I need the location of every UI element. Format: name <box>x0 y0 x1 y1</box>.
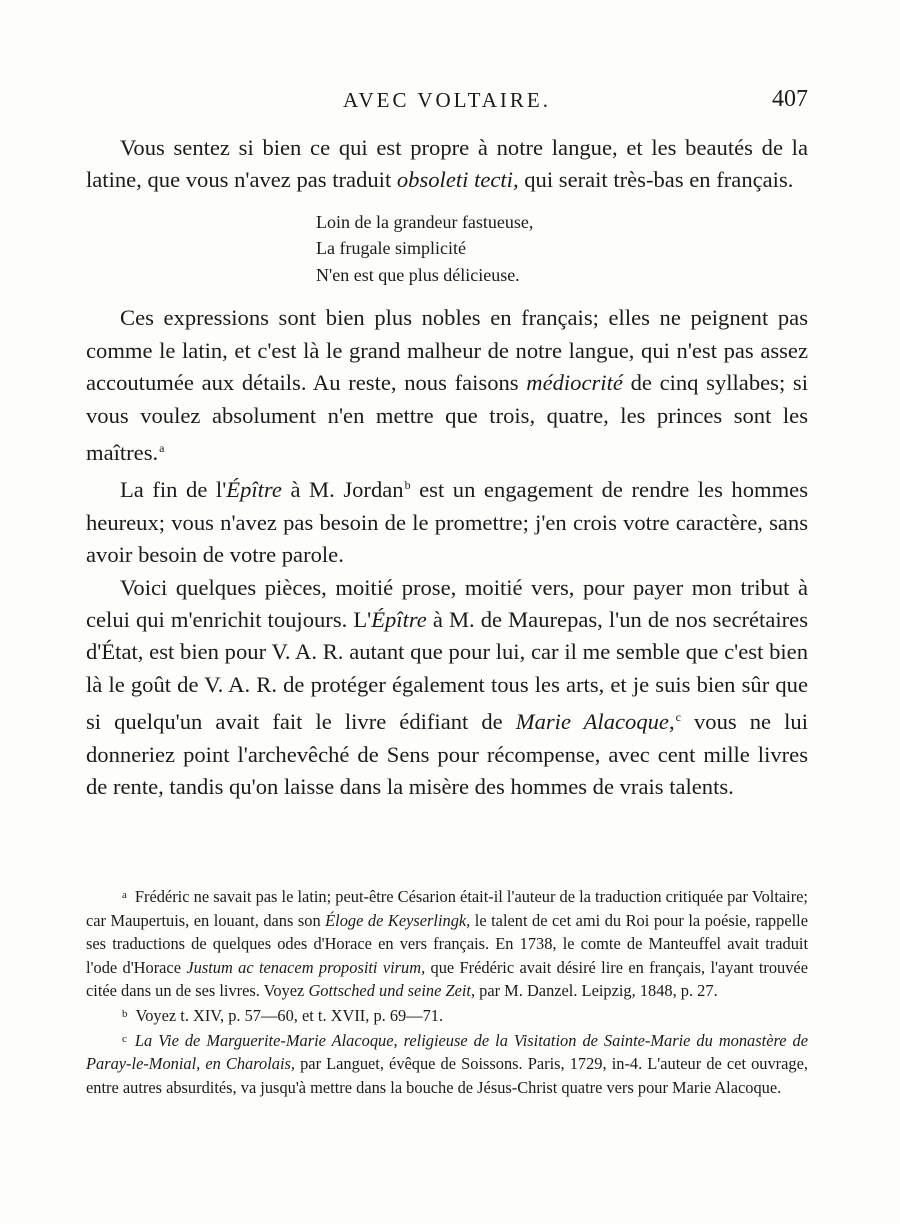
text-run: La fin de l' <box>120 477 227 503</box>
text-run: Ces expressions sont bien plus nobles en français; elles ne peignent pas comme le latin, et c'est là le grand malheur de notre langue, qui n'est pas assez accoutumée aux détails. Au reste, nous faisons <box>86 305 808 396</box>
footnote-b <box>86 1003 808 1028</box>
footnote-mark: c <box>122 1032 127 1045</box>
text-run: Frédéric ne savait pas le latin; peut-être Césarion était-il l'auteur de la traduction critiquée par Voltaire; car Maupertuis, en louant, dans son <box>86 887 808 930</box>
footnote-ref-b[interactable]: b <box>404 478 411 493</box>
emphasis: Gottsched und seine Zeit, <box>308 981 476 1001</box>
footnote-ref-c[interactable]: c <box>675 710 681 725</box>
running-title: AVEC VOLTAIRE. <box>343 88 551 112</box>
text-run: vous ne lui donneriez point l'archevêché de Sens pour récompense, avec cent mille livres de rente, tandis qu'on laisse dans la misère des hommes de vrais talents. <box>86 709 808 799</box>
text-run: Voici quelques pièces, moitié prose, moitié vers, pour payer mon tribut à celui qui m'enrichit toujours. L' <box>86 574 808 632</box>
text-run: que Frédéric avait désiré lire en français, l'ayant trouvée citée dans un de ses livres. Voyez <box>86 957 808 1001</box>
text-run: qui serait très-bas en français. <box>518 167 794 193</box>
emphasis: Éloge de Keyserlingk, <box>325 910 471 930</box>
footnote-a <box>86 884 808 1003</box>
page-number: 407 <box>772 86 808 112</box>
footnotes <box>86 884 808 1099</box>
paragraph-4 <box>86 572 808 804</box>
book-page <box>86 0 808 1224</box>
text-run: de cinq syllabes; si vous voulez absolument n'en mettre que trois, quatre, les princes sont les maîtres. <box>86 370 808 465</box>
text-run: est un engagement de rendre les hommes heureux; vous n'avez pas besoin de le promettre; j'en crois votre caractère, sans avoir besoin de votre parole. <box>86 477 808 568</box>
emphasis: La Vie de Marguerite-Marie Alacoque, religieuse de la Visitation de Sainte-Marie du monastère de Paray-le-Monial, en Charolais, <box>86 1030 808 1074</box>
book-title: Marie Alacoque <box>515 709 669 735</box>
footnote-mark: b <box>122 1007 128 1020</box>
verse-line-2: La frugale simplicité <box>316 238 466 259</box>
emphasis: Épître <box>226 477 282 503</box>
latin-quote: obsoleti tecti, <box>396 167 519 193</box>
running-head <box>86 88 808 118</box>
footnote-ref-a[interactable]: a <box>159 440 165 455</box>
emphasis: Épître <box>371 606 427 632</box>
verse-line-3: N'en est que plus délicieuse. <box>316 264 520 285</box>
emphasis: médiocrité <box>526 370 623 396</box>
verse-quotation <box>316 209 808 289</box>
main-text <box>86 132 808 803</box>
text-run: par Languet, évêque de Soissons. Paris, 1729, in-4. L'auteur de cet ouvrage, entre autres absurdités, va jusqu'à mettre dans la bouche de Jésus-Christ quatre vers pour Marie Alacoque. <box>86 1054 808 1097</box>
text-run: le talent de cet ami du Roi pour la poésie, rappelle ses traductions de quelques odes d'Horace en vers français. En 1738, le comte de Manteuffel avait traduit l'ode d'Horace <box>86 910 808 977</box>
text-run: Voyez t. XIV, p. 57—60, et t. XVII, p. 69—71. <box>135 1005 444 1025</box>
paragraph-2 <box>86 302 808 469</box>
emphasis: Justum ac tenacem propositi virum, <box>186 957 426 977</box>
verse-line-1: Loin de la grandeur fastueuse, <box>316 211 534 232</box>
footnote-c <box>86 1028 808 1100</box>
text-run: , <box>668 709 675 735</box>
paragraph-3 <box>86 469 808 571</box>
text-run: Vous sentez si bien ce qui est propre à notre langue, et les beautés de la latine, que vous n'avez pas traduit <box>86 135 808 193</box>
paragraph-1 <box>86 132 808 197</box>
footnote-mark: a <box>122 889 127 901</box>
text-run: à M. de Maurepas, l'un de nos secrétaires d'État, est bien pour V. A. R. autant que pour lui, car il me semble que c'est bien là le goût de V. A. R. de protéger également tous les arts, et je suis bien sûr que si quelqu'un avait fait le livre édifiant de <box>86 606 808 735</box>
text-run: à M. Jordan <box>281 477 404 503</box>
text-run: par M. Danzel. Leipzig, 1848, p. 27. <box>475 981 718 1001</box>
